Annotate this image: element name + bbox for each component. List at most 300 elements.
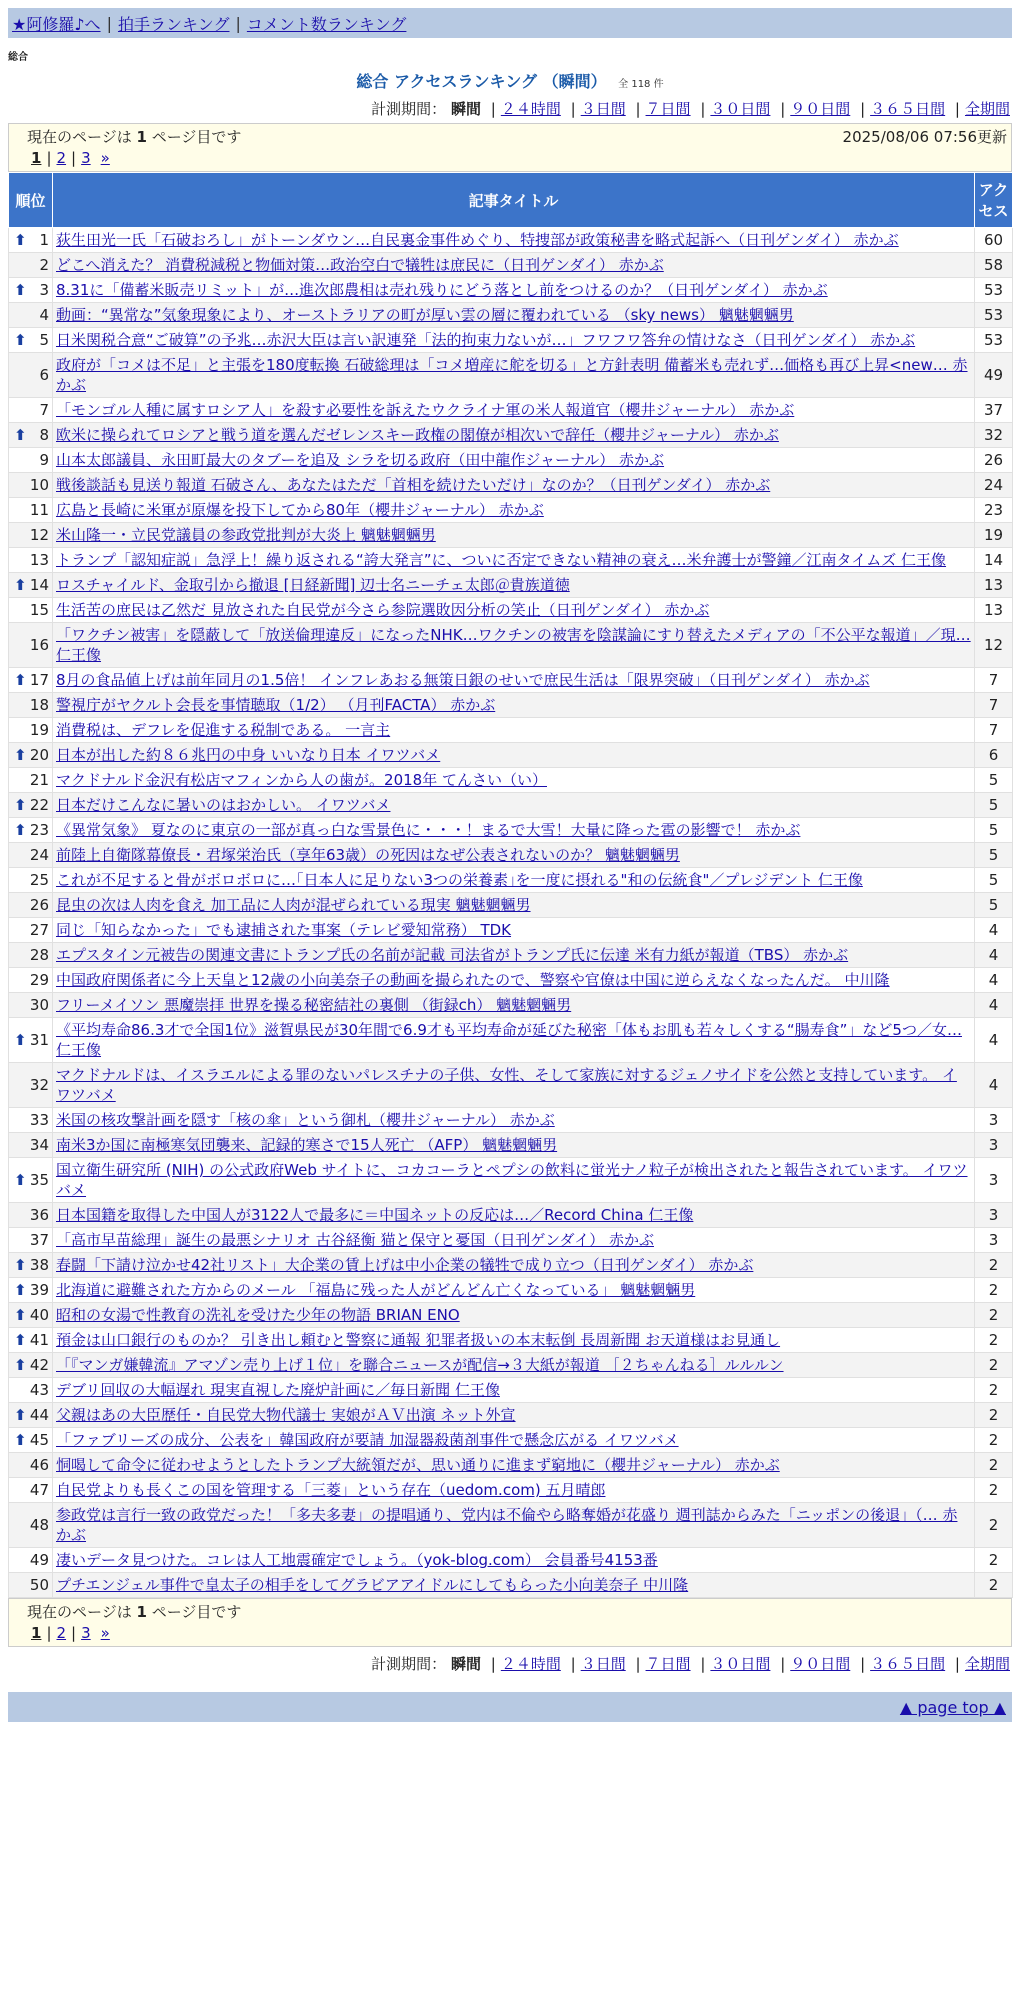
rank-number: 34 <box>29 1136 49 1154</box>
current-page-text: 現在のページは 1 ページ目です <box>27 128 242 146</box>
table-row <box>9 693 1013 718</box>
rank-number: 40 <box>29 1306 49 1324</box>
article-title-link[interactable]: プチエンジェル事件で皇太子の相手をしてグラビアアイドルにしてもらった小向美奈子 中川隆 <box>56 1576 689 1594</box>
article-title-link[interactable]: 昭和の女湯で性教育の洗礼を受けた少年の物語 BRIAN ENO <box>56 1306 460 1324</box>
rank-cell <box>9 328 53 353</box>
article-title-link[interactable]: 消費税は、デフレを促進する税制である。 一言主 <box>56 721 391 739</box>
rank-cell <box>9 1428 53 1453</box>
access-count: 7 <box>975 718 1013 743</box>
article-title-link[interactable]: 凄いデータ見つけた。コレは人工地震確定でしょう。（yok-blog.com） 会員番号4153番 <box>56 1551 658 1569</box>
rank-number: 44 <box>29 1406 49 1424</box>
article-title-link[interactable]: 荻生田光一氏「石破おろし」がトーンダウン…自民裏金事件めぐり、特捜部が政策秘書を略式起訴へ（日刊ゲンダイ） 赤かぶ <box>56 231 899 249</box>
article-title-link[interactable]: 《異常気象》 夏なのに東京の一部が真っ白な雪景色に・・・！まるで大雪！大量に降った雹の影響で！ 赤かぶ <box>56 821 801 839</box>
column-header-access: アクセス <box>975 173 1013 228</box>
access-count: 2 <box>975 1253 1013 1278</box>
rank-number: 38 <box>29 1256 49 1274</box>
article-title-link[interactable]: 生活苦の庶民は乙然だ 見放された自民党が今さら参院選敗因分析の笑止（日刊ゲンダイ） 赤かぶ <box>56 601 710 619</box>
title-cell <box>53 993 975 1018</box>
rank-number: 4 <box>39 306 49 324</box>
access-count: 5 <box>975 868 1013 893</box>
nav-link-applause-ranking[interactable]: 拍手ランキング <box>117 14 230 34</box>
article-title-link[interactable]: エプスタイン元被告の関連文書にトランプ氏の名前が記載 司法省がトランプ氏に伝達 米有力紙が報道（TBS） 赤かぶ <box>56 946 849 964</box>
rank-number: 10 <box>29 476 49 494</box>
rank-up-arrow-icon: ⬆ <box>14 281 27 299</box>
rank-number: 30 <box>29 996 49 1014</box>
column-header-rank: 順位 <box>9 173 53 228</box>
rank-up-arrow-icon: ⬆ <box>14 331 27 349</box>
rank-cell <box>9 1303 53 1328</box>
article-title-link[interactable]: 米国の核攻撃計画を隠す「核の傘」という御札（櫻井ジャーナル） 赤かぶ <box>56 1111 555 1129</box>
table-row <box>9 498 1013 523</box>
rank-number: 11 <box>29 501 49 519</box>
table-row <box>9 793 1013 818</box>
access-count: 26 <box>975 448 1013 473</box>
table-row <box>9 743 1013 768</box>
title-cell <box>53 1403 975 1428</box>
rank-cell <box>9 473 53 498</box>
article-title-link[interactable]: これが不足すると骨がボロボロに…｢日本人に足りない3つの栄養素｣を一度に摂れる"和の伝統食"／プレジデント 仁王像 <box>56 871 863 889</box>
article-title-link[interactable]: どこへ消えた？ 消費税減税と物価対策…政治空白で犠牲は庶民に（日刊ゲンダイ） 赤かぶ <box>56 256 664 274</box>
access-count: 3 <box>975 1203 1013 1228</box>
page-link-1-current: 1 <box>31 149 42 167</box>
rank-cell <box>9 693 53 718</box>
rank-up-arrow-icon: ⬆ <box>14 796 27 814</box>
title-cell <box>53 1133 975 1158</box>
rank-up-arrow-icon: ⬆ <box>14 821 27 839</box>
article-title-link[interactable]: 春闘「下請け泣かせ42社リスト」大企業の賃上げは中小企業の犠牲で成り立つ（日刊ゲンダイ） 赤かぶ <box>56 1256 754 1274</box>
rank-cell <box>9 353 53 398</box>
access-count: 58 <box>975 253 1013 278</box>
article-title-link[interactable]: 自民党よりも長くこの国を管理する「三菱」という存在（uedom.com) 五月晴郎 <box>56 1481 606 1499</box>
rank-cell <box>9 1063 53 1108</box>
table-row <box>9 1478 1013 1503</box>
article-title-link[interactable]: 国立衛生研究所 (NIH) の公式政府Web サイトに、コカコーラとペプシの飲料に蛍光ナノ粒子が検出されたと報告されています。 イワツバメ <box>56 1161 968 1199</box>
access-count: 13 <box>975 573 1013 598</box>
period-link-7d[interactable]: ７日間 <box>645 1655 691 1673</box>
table-row <box>9 868 1013 893</box>
table-row <box>9 1063 1013 1108</box>
rank-number: 36 <box>29 1206 49 1224</box>
article-title-link[interactable]: 中国政府関係者に今上天皇と12歳の小向美奈子の動画を撮られたので、警察や官僚は中国に逆らえなくなったんだ。 中川隆 <box>56 971 890 989</box>
rank-cell <box>9 1548 53 1573</box>
article-title-link[interactable]: 日本だけこんなに暑いのはおかしい。 イワツバメ <box>56 796 391 814</box>
rank-cell <box>9 278 53 303</box>
table-row <box>9 943 1013 968</box>
rank-number: 45 <box>29 1431 49 1449</box>
title-cell <box>53 228 975 253</box>
access-count: 23 <box>975 498 1013 523</box>
article-title-link[interactable]: 同じ「知らなかった」でも逮捕された事案（テレビ愛知常務） TDK <box>56 921 512 939</box>
access-count: 5 <box>975 818 1013 843</box>
article-title-link[interactable]: トランプ「認知症説」急浮上！繰り返される“誇大発言”に、ついに否定できない精神の衰え…米弁護士が警鐘／江南タイムズ 仁王像 <box>56 551 947 569</box>
page-link-3[interactable]: 3 <box>81 149 91 167</box>
access-count: 2 <box>975 1303 1013 1328</box>
article-title-link[interactable]: 北海道に避難された方からのメール 「福島に残った人がどんどん亡くなっている」 魑魅魍魎男 <box>56 1281 696 1299</box>
article-title-link[interactable]: フリーメイソン 悪魔崇拝 世界を操る秘密結社の裏側 （街録ch） 魑魅魍魎男 <box>56 996 572 1014</box>
rank-cell <box>9 893 53 918</box>
table-row <box>9 1133 1013 1158</box>
article-title-link[interactable]: 広島と長崎に米軍が原爆を投下してから80年（櫻井ジャーナル） 赤かぶ <box>56 501 544 519</box>
table-row <box>9 1453 1013 1478</box>
table-row <box>9 523 1013 548</box>
table-row <box>9 1108 1013 1133</box>
page-top-link[interactable]: ▲ page top ▲ <box>899 1697 1006 1717</box>
period-link-all[interactable]: 全期間 <box>964 1655 1010 1673</box>
table-row <box>9 473 1013 498</box>
rank-number: 1 <box>39 231 49 249</box>
table-row <box>9 423 1013 448</box>
access-count: 13 <box>975 598 1013 623</box>
rank-up-arrow-icon: ⬆ <box>14 671 27 689</box>
title-cell <box>53 548 975 573</box>
title-cell <box>53 718 975 743</box>
access-count: 14 <box>975 548 1013 573</box>
rank-cell <box>9 943 53 968</box>
rank-cell <box>9 818 53 843</box>
category-label: 総合 <box>8 52 28 63</box>
title-cell <box>53 498 975 523</box>
page-link-1-current: 1 <box>31 1624 42 1642</box>
title-cell <box>53 693 975 718</box>
rank-number: 39 <box>29 1281 49 1299</box>
access-count: 2 <box>975 1353 1013 1378</box>
period-link-90d[interactable]: ９０日間 <box>790 100 851 118</box>
rank-cell <box>9 668 53 693</box>
rank-cell <box>9 253 53 278</box>
rank-number: 5 <box>39 331 49 349</box>
table-row <box>9 1278 1013 1303</box>
table-row <box>9 993 1013 1018</box>
rank-cell <box>9 793 53 818</box>
rank-cell <box>9 743 53 768</box>
rank-cell <box>9 573 53 598</box>
article-title-link[interactable]: 預金は山口銀行のものか？ 引き出し頼むと警察に通報 犯罪者扱いの本末転倒 長周新聞 お天道様はお見通し <box>56 1331 781 1349</box>
rank-number: 23 <box>29 821 49 839</box>
table-row <box>9 1253 1013 1278</box>
article-title-link[interactable]: 「モンゴル人種に属すロシア人」を殺す必要性を訴えたウクライナ軍の米人報道官（櫻井ジャーナル） 赤かぶ <box>56 401 795 419</box>
rank-number: 50 <box>29 1576 49 1594</box>
table-row <box>9 918 1013 943</box>
access-count: 53 <box>975 303 1013 328</box>
table-row <box>9 768 1013 793</box>
article-title-link[interactable]: 8.31に「備蓄米販売リミット」が…進次郎農相は売れ残りにどう落とし前をつけるのか？（日刊ゲンダイ） 赤かぶ <box>56 281 828 299</box>
rank-number: 13 <box>29 551 49 569</box>
rank-number: 37 <box>29 1231 49 1249</box>
table-row <box>9 1503 1013 1548</box>
title-cell <box>53 1278 975 1303</box>
period-link-3d[interactable]: ３日間 <box>580 1655 626 1673</box>
rank-number: 18 <box>29 696 49 714</box>
rank-number: 33 <box>29 1111 49 1129</box>
article-title-link[interactable]: 参政党は言行一致の政党だった！「多夫多妻」の提唱通り、党内は不倫やら略奪婚が花盛り 週刊誌からみた「ニッポンの後退」（… 赤かぶ <box>56 1506 958 1544</box>
pagination-bottom: 現在のページは 1 ページ目です 1 | 2 | 3 » <box>8 1598 1012 1647</box>
table-row <box>9 328 1013 353</box>
title-cell <box>53 668 975 693</box>
rank-cell <box>9 423 53 448</box>
rank-number: 47 <box>29 1481 49 1499</box>
title-cell <box>53 1478 975 1503</box>
access-count: 2 <box>975 1548 1013 1573</box>
rank-cell <box>9 1253 53 1278</box>
rank-cell <box>9 1228 53 1253</box>
title-cell <box>53 1378 975 1403</box>
table-row <box>9 1228 1013 1253</box>
rank-cell <box>9 398 53 423</box>
article-title-link[interactable]: 南米3か国に南極寒気団襲来、記録的寒さで15人死亡 （AFP） 魑魅魍魎男 <box>56 1136 558 1154</box>
rank-cell <box>9 1158 53 1203</box>
article-title-link[interactable]: 《平均寿命86.3才で全国1位》滋賀県民が30年間で6.9才も平均寿命が延びた秘密「体もお肌も若々しくする“腸寿食”」など5つ／女… 仁王像 <box>56 1021 962 1059</box>
article-title-link[interactable]: 戦後談話も見送り報道 石破さん、あなたはただ「首相を続けたいだけ」なのか？（日刊ゲンダイ） 赤かぶ <box>56 476 771 494</box>
rank-up-arrow-icon: ⬆ <box>14 1356 27 1374</box>
article-title-link[interactable]: 「ワクチン被害」を隠蔽して「放送倫理違反」になったNHK…ワクチンの被害を陰謀論にすり替えたメディアの「不公平な報道」／現… 仁王像 <box>56 626 971 664</box>
rank-cell <box>9 1278 53 1303</box>
rank-cell <box>9 498 53 523</box>
article-title-link[interactable]: 山本太郎議員、永田町最大のタブーを追及 シラを切る政府（田中龍作ジャーナル） 赤かぶ <box>56 451 665 469</box>
article-title-link[interactable]: ロスチャイルド、金取引から撤退 [日経新聞] 辺士名ニーチェ太郎＠貴族道徳 <box>56 576 570 594</box>
period-selector-top: 計測期間： 瞬間 | ２４時間 | ３日間 | ７日間 | ３０日間 | ９０日間 | ３６５日間 | 全期間 <box>371 100 1010 118</box>
rank-number: 46 <box>29 1456 49 1474</box>
access-count: 6 <box>975 743 1013 768</box>
access-count: 5 <box>975 843 1013 868</box>
table-row <box>9 1353 1013 1378</box>
table-row <box>9 1303 1013 1328</box>
article-title-link[interactable]: マクドナルド金沢有松店マフィンから人の歯が。2018年 てんさい（い） <box>56 771 547 789</box>
article-title-link[interactable]: 昆虫の次は人肉を食え 加工品に人肉が混ぜられている現実 魑魅魍魎男 <box>56 896 531 914</box>
title-cell <box>53 968 975 993</box>
table-row <box>9 253 1013 278</box>
article-title-link[interactable]: 「『マンガ嫌韓流』アマゾン売り上げ１位」を聯合ニュースが配信→３大紙が報道 ［２ちゃんねる］ルルルン <box>56 1356 784 1374</box>
title-cell <box>53 943 975 968</box>
rank-cell <box>9 1503 53 1548</box>
rank-number: 12 <box>29 526 49 544</box>
period-link-30d[interactable]: ３０日間 <box>710 1655 771 1673</box>
title-cell <box>53 843 975 868</box>
rank-up-arrow-icon: ⬆ <box>14 1281 27 1299</box>
title-cell <box>53 573 975 598</box>
rank-cell <box>9 548 53 573</box>
period-link-90d[interactable]: ９０日間 <box>790 1655 851 1673</box>
rank-cell <box>9 448 53 473</box>
table-row <box>9 968 1013 993</box>
title-cell <box>53 768 975 793</box>
article-title-link[interactable]: 「ファブリーズの成分、公表を」韓国政府が要請 加湿器殺菌剤事件で懸念広がる イワツバメ <box>56 1431 679 1449</box>
access-count: 53 <box>975 328 1013 353</box>
access-count: 7 <box>975 693 1013 718</box>
title-cell <box>53 278 975 303</box>
article-title-link[interactable]: デブリ回収の大幅遅れ 現実直視した廃炉計画に／毎日新聞 仁王像 <box>56 1381 500 1399</box>
period-link-30d[interactable]: ３０日間 <box>710 100 771 118</box>
page-link-2[interactable]: 2 <box>56 149 67 167</box>
title-cell <box>53 423 975 448</box>
title-cell <box>53 253 975 278</box>
title-cell <box>53 598 975 623</box>
top-nav-bar <box>8 8 1012 38</box>
access-count: 4 <box>975 968 1013 993</box>
total-count: 全 118 件 <box>618 79 664 90</box>
title-cell <box>53 918 975 943</box>
access-count: 53 <box>975 278 1013 303</box>
column-header-title: 記事タイトル <box>53 173 975 228</box>
title-cell <box>53 1203 975 1228</box>
article-title-link[interactable]: 恫喝して命令に従わせようとしたトランプ大統領だが、思い通りに進まず窮地に（櫻井ジャーナル） 赤かぶ <box>56 1456 780 1474</box>
article-title-link[interactable]: 父親はあの大臣歴任・自民党大物代議士 実娘がＡＶ出演 ネット外宣 <box>56 1406 516 1424</box>
title-cell <box>53 1548 975 1573</box>
rank-number: 25 <box>29 871 49 889</box>
access-count: 4 <box>975 943 1013 968</box>
article-title-link[interactable]: 警視庁がヤクルト会長を事情聴取（1/2） （月刊FACTA） 赤かぶ <box>56 696 496 714</box>
article-title-link[interactable]: 8月の食品値上げは前年同月の1.5倍！ インフレあおる無策日銀のせいで庶民生活は「限界突破」（日刊ゲンダイ） 赤かぶ <box>56 671 870 689</box>
rank-up-arrow-icon: ⬆ <box>14 576 27 594</box>
article-title-link[interactable]: マクドナルドは、イスラエルによる罪のないパレスチナの子供、女性、そして家族に対するジェノサイドを公然と支持しています。 イワツバメ <box>56 1066 957 1104</box>
rank-cell <box>9 1378 53 1403</box>
rank-cell <box>9 968 53 993</box>
access-count: 37 <box>975 398 1013 423</box>
period-link-365d[interactable]: ３６５日間 <box>870 1655 946 1673</box>
article-title-link[interactable]: 日本国籍を取得した中国人が3122人で最多に＝中国ネットの反応は…／Record China 仁王像 <box>56 1206 694 1224</box>
access-count: 12 <box>975 623 1013 668</box>
page-link-next[interactable]: » <box>100 1624 110 1642</box>
rank-up-arrow-icon: ⬆ <box>14 426 27 444</box>
access-count: 2 <box>975 1328 1013 1353</box>
rank-number: 31 <box>29 1031 49 1049</box>
period-link-24h[interactable]: ２４時間 <box>500 100 561 118</box>
table-row <box>9 623 1013 668</box>
rank-cell <box>9 598 53 623</box>
table-row <box>9 573 1013 598</box>
title-cell <box>53 1503 975 1548</box>
article-title-link[interactable]: 米山隆一・立民党議員の参政党批判が大炎上 魑魅魍魎男 <box>56 526 436 544</box>
rank-cell <box>9 1453 53 1478</box>
period-link-3d[interactable]: ３日間 <box>580 100 626 118</box>
title-cell <box>53 1303 975 1328</box>
article-title-link[interactable]: 政府が「コメは不足」と主張を180度転換 石破総理は「コメ増産に舵を切る」と方針表明 備蓄米も売れず…価格も再び上昇<new… 赤かぶ <box>56 356 968 394</box>
rank-number: 16 <box>29 636 49 654</box>
rank-up-arrow-icon: ⬆ <box>14 1031 27 1049</box>
rank-up-arrow-icon: ⬆ <box>14 1171 27 1189</box>
pagination-top: 現在のページは 1 ページ目です 2025/08/06 07:56更新 1 | 2 | 3 » <box>8 123 1012 172</box>
rank-number: 35 <box>29 1171 49 1189</box>
access-count: 2 <box>975 1503 1013 1548</box>
current-page-text: 現在のページは 1 ページ目です <box>27 1603 242 1621</box>
rank-number: 9 <box>39 451 49 469</box>
access-count: 60 <box>975 228 1013 253</box>
rank-number: 48 <box>29 1516 49 1534</box>
table-row <box>9 1203 1013 1228</box>
access-count: 2 <box>975 1453 1013 1478</box>
table-row <box>9 1018 1013 1063</box>
access-count: 3 <box>975 1108 1013 1133</box>
access-count: 2 <box>975 1478 1013 1503</box>
title-cell <box>53 1573 975 1598</box>
title-cell <box>53 623 975 668</box>
rank-number: 21 <box>29 771 49 789</box>
title-cell <box>53 793 975 818</box>
rank-cell <box>9 228 53 253</box>
period-selector-bottom: 計測期間： 瞬間 | ２４時間 | ３日間 | ７日間 | ３０日間 | ９０日間 | ３６５日間 | 全期間 <box>371 1655 1010 1673</box>
table-row <box>9 448 1013 473</box>
access-count: 4 <box>975 993 1013 1018</box>
title-cell <box>53 1158 975 1203</box>
article-title-link[interactable]: 日米関税合意“ご破算”の予兆…赤沢大臣は言い訳連発「法的拘束力ないが…」フワフワ答弁の情けなさ（日刊ゲンダイ） 赤かぶ <box>56 331 916 349</box>
rank-number: 24 <box>29 846 49 864</box>
table-row <box>9 718 1013 743</box>
access-count: 7 <box>975 668 1013 693</box>
page-title: 総合 アクセスランキング （瞬間） <box>356 72 607 91</box>
rank-up-arrow-icon: ⬆ <box>14 1431 27 1449</box>
period-link-all[interactable]: 全期間 <box>964 100 1010 118</box>
rank-cell <box>9 993 53 1018</box>
table-row <box>9 1403 1013 1428</box>
rank-cell <box>9 1403 53 1428</box>
access-count: 19 <box>975 523 1013 548</box>
rank-number: 15 <box>29 601 49 619</box>
title-cell <box>53 868 975 893</box>
access-count: 24 <box>975 473 1013 498</box>
page-link-3[interactable]: 3 <box>81 1624 91 1642</box>
rank-cell <box>9 1353 53 1378</box>
ranking-table-body <box>9 228 1013 1598</box>
table-row <box>9 278 1013 303</box>
rank-cell <box>9 1328 53 1353</box>
nav-link-ashura[interactable]: ★阿修羅♪へ <box>12 14 101 34</box>
access-count: 3 <box>975 1133 1013 1158</box>
title-cell <box>53 1018 975 1063</box>
title-cell <box>53 1253 975 1278</box>
article-title-link[interactable]: 欧米に操られてロシアと戦う道を選んだゼレンスキー政権の閣僚が相次いで辞任（櫻井ジャーナル） 赤かぶ <box>56 426 779 444</box>
article-title-link[interactable]: 動画：“異常な”気象現象により、オーストラリアの町が厚い雲の層に覆われている （sky news） 魑魅魍魎男 <box>56 306 794 324</box>
period-current: 瞬間 <box>450 1655 481 1673</box>
title-cell <box>53 893 975 918</box>
rank-cell <box>9 523 53 548</box>
rank-cell <box>9 843 53 868</box>
title-cell <box>53 473 975 498</box>
article-title-link[interactable]: 日本が出した約８６兆円の中身 いいなり日本 イワツバメ <box>56 746 441 764</box>
page-link-next[interactable]: » <box>100 149 110 167</box>
title-cell <box>53 818 975 843</box>
title-cell <box>53 1353 975 1378</box>
nav-link-comment-ranking[interactable]: コメント数ランキング <box>246 14 407 34</box>
title-cell <box>53 328 975 353</box>
title-cell <box>53 1328 975 1353</box>
period-link-7d[interactable]: ７日間 <box>645 100 691 118</box>
rank-number: 27 <box>29 921 49 939</box>
updated-timestamp: 2025/08/06 07:56更新 <box>842 128 1007 146</box>
period-link-24h[interactable]: ２４時間 <box>500 1655 561 1673</box>
rank-cell <box>9 1573 53 1598</box>
rank-number: 26 <box>29 896 49 914</box>
rank-number: 3 <box>39 281 49 299</box>
table-row <box>9 893 1013 918</box>
access-count: 2 <box>975 1378 1013 1403</box>
rank-number: 42 <box>29 1356 49 1374</box>
table-row <box>9 303 1013 328</box>
rank-number: 2 <box>39 256 49 274</box>
access-count: 2 <box>975 1573 1013 1598</box>
rank-number: 20 <box>29 746 49 764</box>
access-count: 4 <box>975 918 1013 943</box>
rank-up-arrow-icon: ⬆ <box>14 746 27 764</box>
rank-number: 6 <box>39 366 49 384</box>
access-count: 5 <box>975 793 1013 818</box>
bottom-bar <box>8 1692 1012 1722</box>
period-label: 計測期間： <box>371 100 447 118</box>
title-cell <box>53 1453 975 1478</box>
access-count: 5 <box>975 768 1013 793</box>
period-link-365d[interactable]: ３６５日間 <box>870 100 946 118</box>
page-link-2[interactable]: 2 <box>56 1624 67 1642</box>
article-title-link[interactable]: 前陸上自衛隊幕僚長・君塚栄治氏（享年63歳）の死因はなぜ公表されないのか？ 魑魅魍魎男 <box>56 846 680 864</box>
article-title-link[interactable]: 「高市早苗総理」誕生の最悪シナリオ 古谷経衡 猫と保守と憂国（日刊ゲンダイ） 赤かぶ <box>56 1231 654 1249</box>
